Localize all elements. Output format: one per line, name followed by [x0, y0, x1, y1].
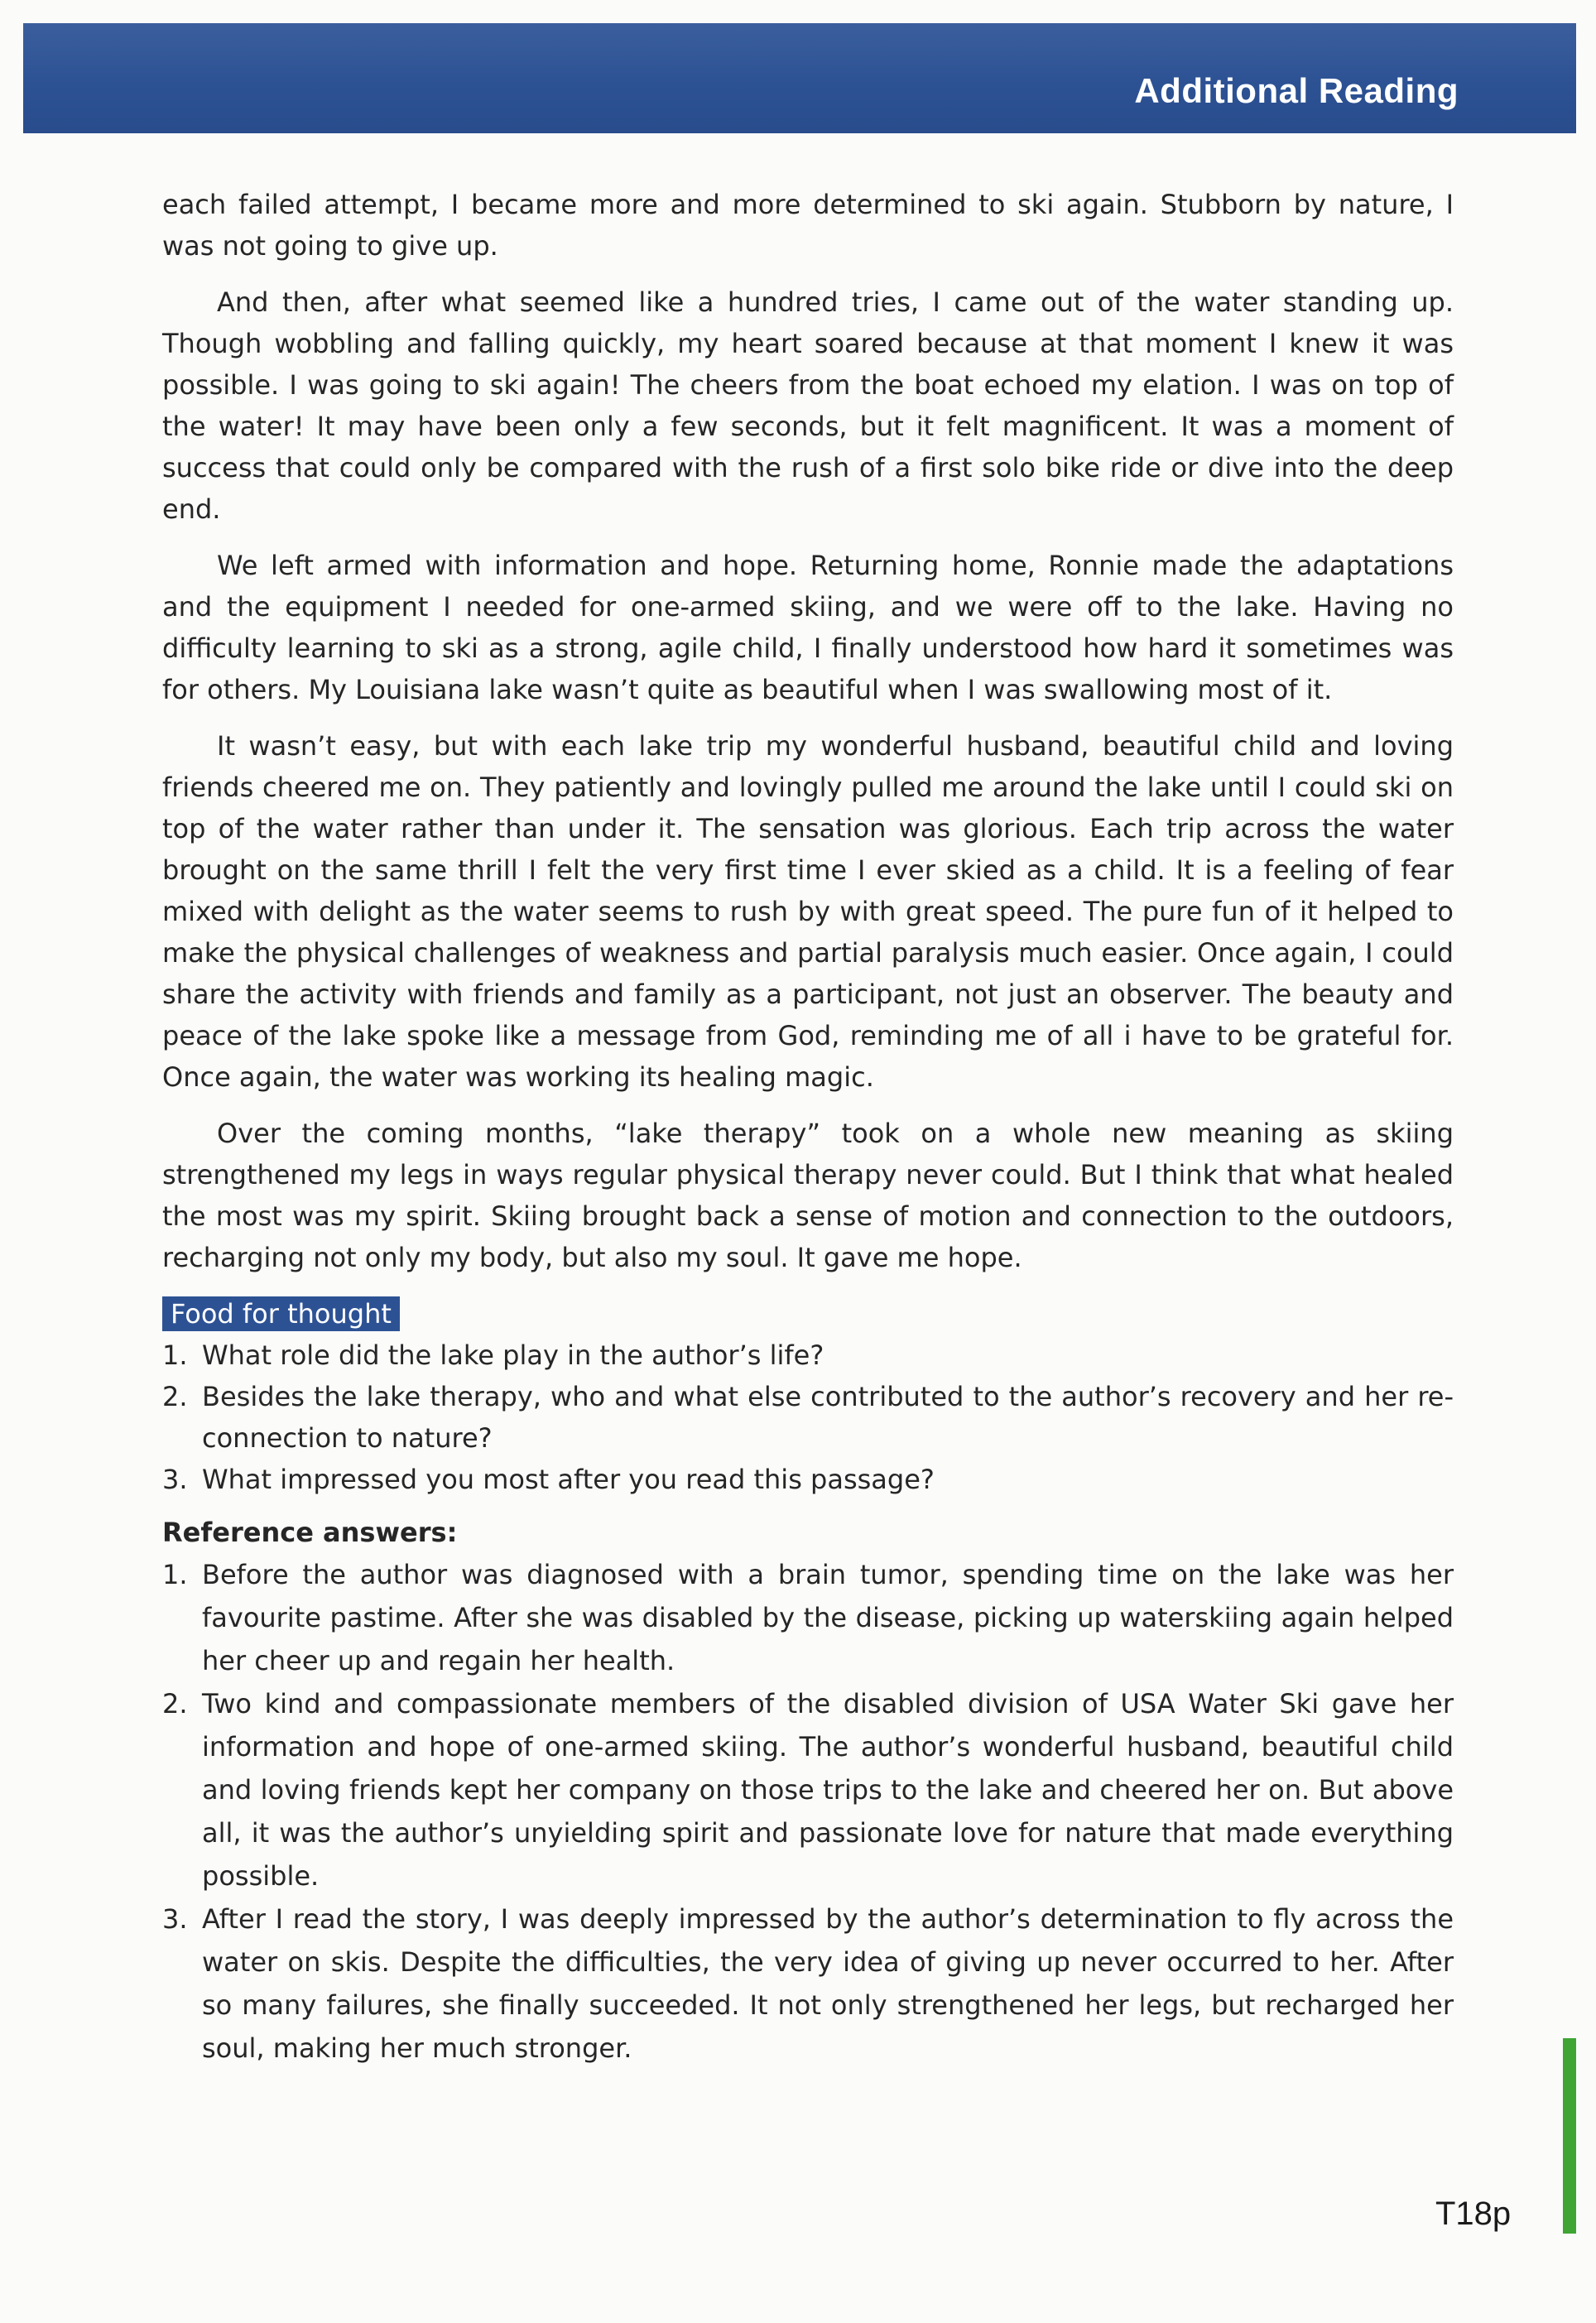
- food-for-thought-label: Food for thought: [162, 1296, 400, 1331]
- question-number: 3.: [162, 1464, 188, 1495]
- paragraph: each failed attempt, I became more and more determined to ski again. Stubborn by nature, I was not going to give up.: [162, 189, 1454, 262]
- paragraph: We left armed with information and hope. Returning home, Ronnie made the adaptations and the equipment I needed for one-armed skiing, and we were off to the lake. Having no difficulty learning to ski as a strong, agile child, I finally understood how hard it sometimes was for others. My Louisiana lake wasn’t quite as beautiful when I was swallowing most of it.: [162, 550, 1454, 705]
- question-item: [162, 1459, 1454, 1500]
- question-number: 1.: [162, 1339, 188, 1371]
- question-item: [162, 1376, 1454, 1459]
- question-text: What role did the lake play in the author’s life?: [202, 1339, 824, 1371]
- answer-number: 3.: [162, 1903, 188, 1935]
- answer-text: Two kind and compassionate members of the disabled division of USA Water Ski gave her information and hope of one-armed skiing. The author’s wonderful husband, beautiful child and loving friends kept her company on those trips to the lake and cheered her on. But above all, it was the author’s unyielding spirit and passionate love for nature that made everything possible.: [202, 1688, 1454, 1892]
- answer-text: Before the author was diagnosed with a brain tumor, spending time on the lake was her favourite pastime. After she was disabled by the disease, picking up waterskiing again helped her cheer up and regain her health.: [202, 1559, 1454, 1676]
- answer-item: [162, 1682, 1454, 1897]
- reference-answers-heading: Reference answers:: [162, 1517, 458, 1548]
- page-content: [162, 184, 1454, 2070]
- paragraph: Over the coming months, “lake therapy” took on a whole new meaning as skiing strengthened my legs in ways regular physical therapy never could. But I think that what healed the most was my spirit. Skiing brought back a sense of motion and connection to the outdoors, recharging not only my body, but also my soul. It gave me hope.: [162, 1118, 1454, 1273]
- question-number: 2.: [162, 1381, 188, 1412]
- page-number: T18p: [1435, 2196, 1512, 2232]
- question-item: [162, 1335, 1454, 1376]
- question-text: What impressed you most after you read this passage?: [202, 1464, 935, 1495]
- section-title: Additional Reading: [1134, 71, 1459, 110]
- page-edge-marker: [1563, 2038, 1576, 2234]
- paragraph: And then, after what seemed like a hundred tries, I came out of the water standing up. Though wobbling and falling quickly, my heart soared because at that moment I knew it was possible. I was going to ski again! The cheers from the boat echoed my elation. I was on top of the water! It may have been only a few seconds, but it felt magnificent. It was a moment of success that could only be compared with the rush of a first solo bike ride or dive into the deep end.: [162, 286, 1454, 525]
- answer-number: 1.: [162, 1559, 188, 1590]
- question-list: [162, 1335, 1454, 1500]
- answer-number: 2.: [162, 1688, 188, 1719]
- answer-text: After I read the story, I was deeply impressed by the author’s determination to fly across the water on skis. Despite the difficulties, the very idea of giving up never occurred to her. After so many failures, she finally succeeded. It not only strengthened her legs, but recharged her soul, making her much stronger.: [202, 1903, 1454, 2064]
- paragraph: It wasn’t easy, but with each lake trip my wonderful husband, beautiful child and loving friends cheered me on. They patiently and lovingly pulled me around the lake until I could ski on top of the water rather than under it. The sensation was glorious. Each trip across the water brought on the same thrill I felt the very first time I ever skied as a child. It is a feeling of fear mixed with delight as the water seems to rush by with great speed. The pure fun of it helped to make the physical challenges of weakness and partial paralysis much easier. Once again, I could share the activity with friends and family as a participant, not just an observer. The beauty and peace of the lake spoke like a message from God, reminding me of all i have to be grateful for. Once again, the water was working its healing magic.: [162, 730, 1454, 1093]
- answer-item: [162, 1897, 1454, 2070]
- answer-list: [162, 1553, 1454, 2070]
- question-text: Besides the lake therapy, who and what else contributed to the author’s recovery and her re-connection to nature?: [202, 1381, 1454, 1454]
- answer-item: [162, 1553, 1454, 1682]
